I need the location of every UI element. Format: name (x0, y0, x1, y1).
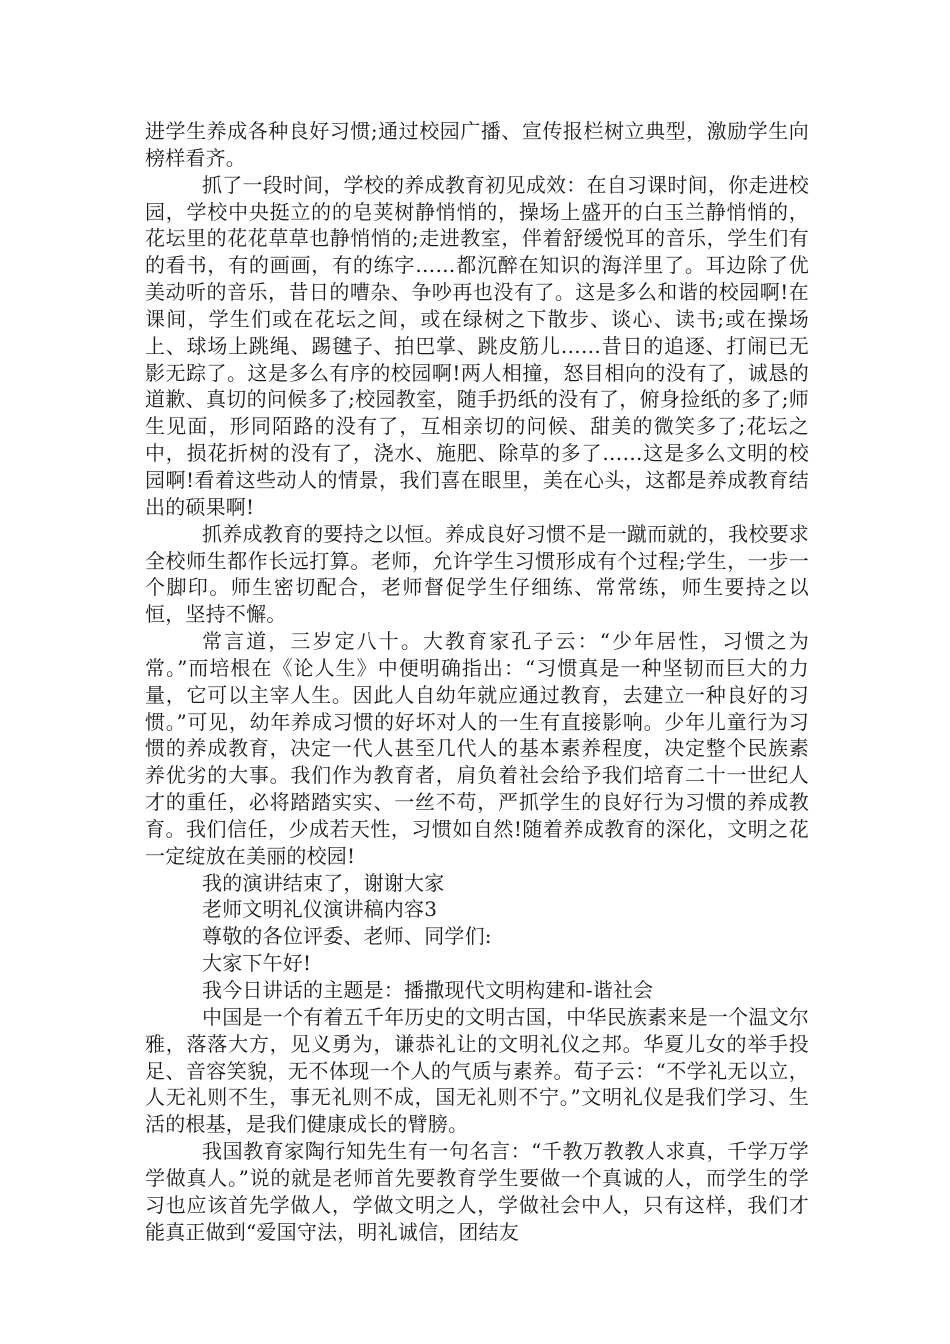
paragraph-habits: 常言道，三岁定八十。大教育家孔子云：“少年居性，习惯之为常。”而培根在《论人生》中便明确指出：“习惯真是一种坚韧而巨大的力量，它可以主宰人生。因此人自幼年就应通过教育，去建立一种良好的习惯。”可见，幼年养成习惯的好坏对人的一生有直接影响。少年儿童行为习惯的养成教育，决定一代人甚至几代人的基本素养程度，决定整个民族素养优劣的大事。我们作为教育者，肩负着社会给予我们培育二十一世纪人才的重任，必将踏踏实实、一丝不苟，严抓学生的良好行为习惯的养成教育。我们信任，少成若天性，习惯如自然!随着养成教育的深化，文明之花一定绽放在美丽的校园! (145, 629, 809, 868)
salutation: 尊敬的各位评委、老师、同学们: (202, 924, 492, 949)
paragraph-closing: 我的演讲结束了，谢谢大家 (202, 870, 445, 895)
paragraph-china: 中国是一个有着五千年历史的文明古国，中华民族素来是一个温文尔雅，落落大方，见义勇为，谦恭礼让的文明礼仪之邦。华夏儿女的举手投足、音容笑貌，无不体现一个人的气质与素养。荀子云：“不学礼无以立，人无礼则不生，事无礼则不成，国无礼则不宁。”文明礼仪是我们学习、生活的根基，是我们健康成长的臂膀。 (145, 1004, 809, 1137)
greeting: 大家下午好! (202, 951, 312, 976)
section-heading: 老师文明礼仪演讲稿内容3 (202, 897, 438, 922)
document-page (145, 118, 809, 1245)
paragraph-persistence: 抓养成教育的要持之以恒。养成良好习惯不是一蹴而就的，我校要求全校师生都作长远打算。老师，允许学生习惯形成有个过程;学生，一步一个脚印。师生密切配合，老师督促学生仔细练、常常练，师生要持之以恒，坚持不懈。 (145, 521, 809, 627)
paragraph-continuation: 进学生养成各种良好习惯;通过校园广播、宣传报栏树立典型，激励学生向榜样看齐。 (145, 119, 809, 170)
speech-topic: 我今日讲话的主题是：播撒现代文明构建和-谐社会 (202, 978, 654, 1002)
paragraph-tao-xingzhi: 我国教育家陶行知先生有一句名言：“千教万教教人求真，千学万学学做真人。”说的就是老师首先要教育学生要做一个真诚的人，而学生的学习也应该首先学做人，学做文明之人，学做社会中人，只有这样，我们才能真正做到“爱国守法，明礼诚信，团结友 (145, 1139, 809, 1244)
paragraph-results: 抓了一段时间，学校的养成教育初见成效：在自习课时间，你走进校园，学校中央挺立的的皂荚树静悄悄的，操场上盛开的白玉兰静悄悄的，花坛里的花花草草也静悄悄的;走进教室，伴着舒缓悦耳的音乐，学生们有的看书，有的画画，有的练字……都沉醉在知识的海洋里了。耳边除了优美动听的音乐，昔日的嘈杂、争吵再也没有了。这是多么和谐的校园啊!在课间，学生们或在花坛之间，或在绿树之下散步、谈心、读书;或在操场上、球场上跳绳、踢毽子、拍巴掌、跳皮筋儿……昔日的追逐、打闹已无影无踪了。这是多么有序的校园啊!两人相撞，怒目相向的没有了，诚恳的道歉、真切的问候多了;校园教室，随手扔纸的没有了，俯身捡纸的多了;师生见面，形同陌路的没有了，互相亲切的问候、甜美的微笑多了;花坛之中，损花折树的没有了，浇水、施肥、除草的多了……这是多么文明的校园啊!看着这些动人的情景，我们喜在眼里，美在心头，这都是养成教育结出的硕果啊! (145, 172, 809, 519)
